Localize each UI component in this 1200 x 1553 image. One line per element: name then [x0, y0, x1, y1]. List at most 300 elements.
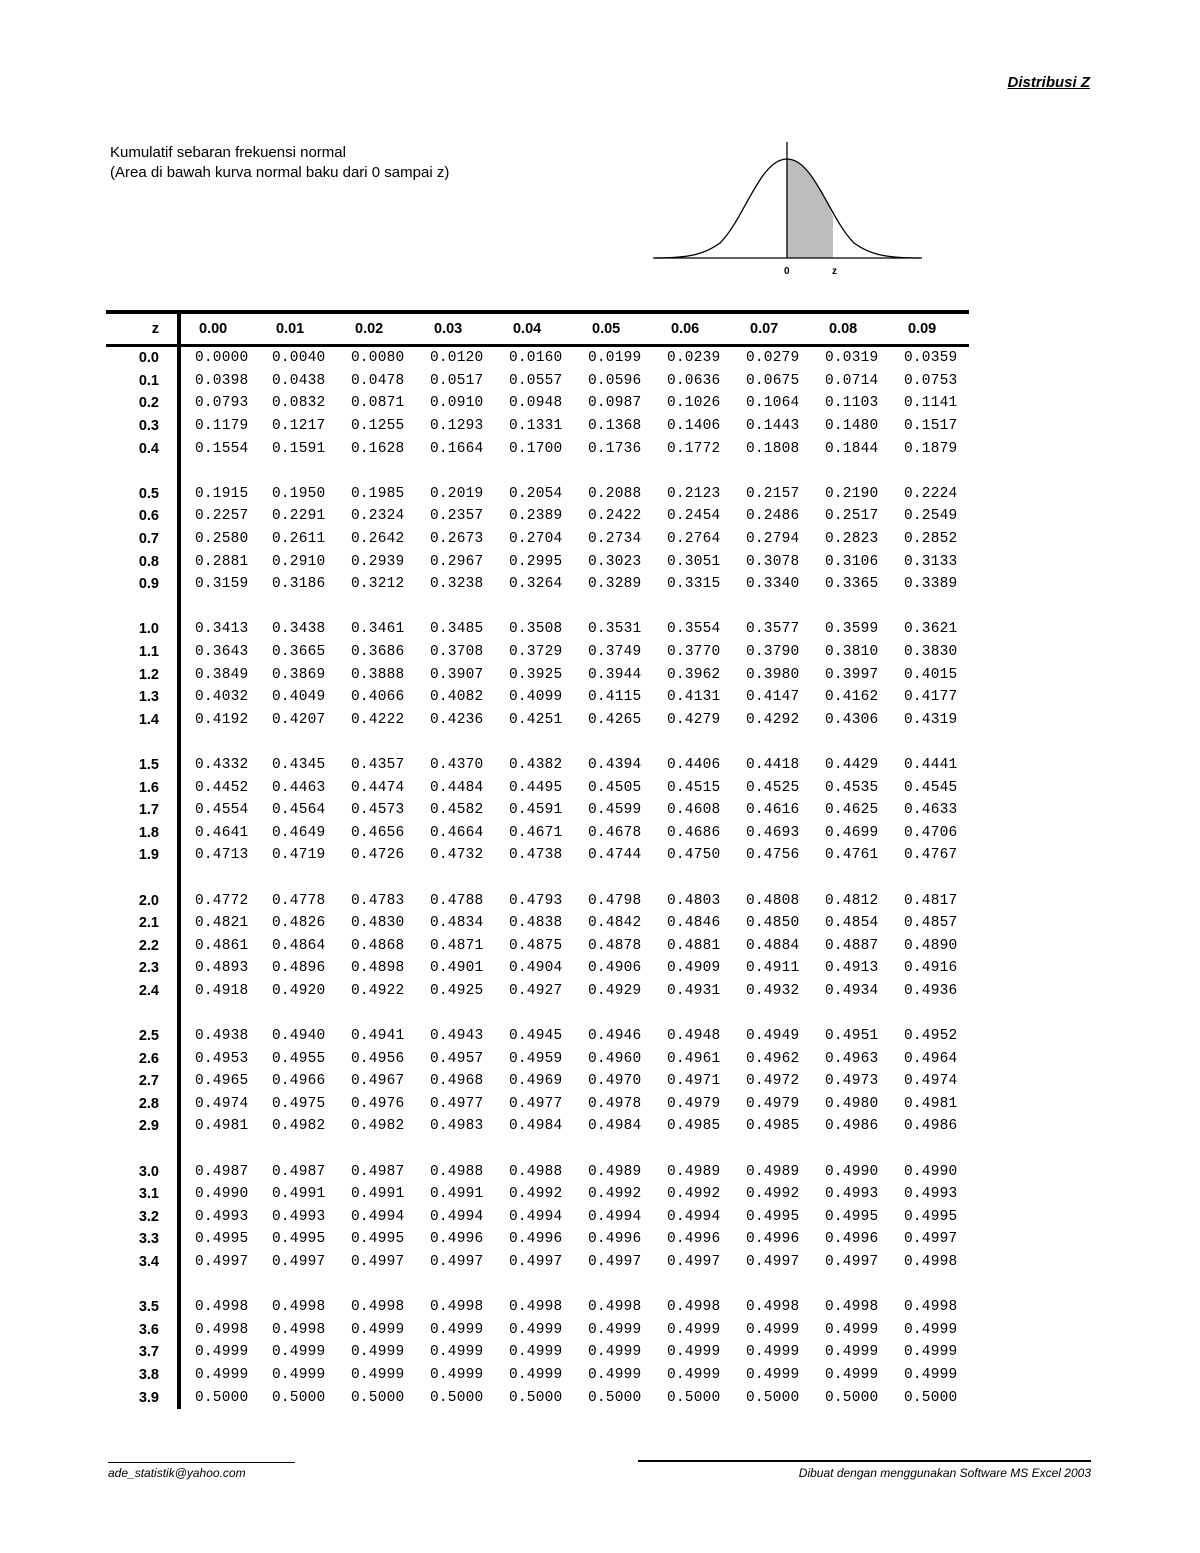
- probability-cell: 0.4998: [746, 1299, 800, 1316]
- probability-cell: 0.4981: [904, 1095, 958, 1112]
- z-value-cell: 3.3: [106, 1228, 179, 1251]
- probability-cell: 0.2019: [430, 485, 484, 502]
- probability-cell: 0.4999: [825, 1367, 879, 1384]
- probability-cell: 0.5000: [272, 1389, 326, 1406]
- probability-cell: 0.2852: [904, 531, 958, 548]
- table-row: [106, 934, 969, 957]
- spacer-cell: [179, 1138, 969, 1161]
- table-row: [106, 437, 969, 460]
- spacer-cell: [106, 596, 179, 619]
- z-value-cell: 1.0: [106, 618, 179, 641]
- probability-cell: 0.0120: [430, 350, 484, 367]
- probability-cell: 0.4591: [509, 802, 563, 819]
- probability-cell: 0.4535: [825, 779, 879, 796]
- probability-cell: 0.3023: [588, 553, 642, 570]
- probability-cell: 0.4957: [430, 1050, 484, 1067]
- probability-cell: 0.4032: [195, 689, 249, 706]
- probability-cell: 0.4949: [746, 1028, 800, 1045]
- z-value-cell: 2.9: [106, 1115, 179, 1138]
- spacer-cell: [179, 460, 969, 483]
- probability-cell: 0.4564: [272, 802, 326, 819]
- probability-cell: 0.4251: [509, 711, 563, 728]
- probability-cell: 0.4959: [509, 1050, 563, 1067]
- probability-cell: 0.3238: [430, 576, 484, 593]
- probability-cell: 0.4992: [746, 1186, 800, 1203]
- probability-cell: 0.4505: [588, 779, 642, 796]
- probability-cell: 0.4997: [351, 1254, 405, 1271]
- probability-cell: 0.4015: [904, 666, 958, 683]
- probability-cell: 0.4996: [509, 1231, 563, 1248]
- probability-cell: 0.4999: [351, 1344, 405, 1361]
- probability-cell: 0.3212: [351, 576, 405, 593]
- probability-cell: 0.0438: [272, 372, 326, 389]
- table-row: [106, 1296, 969, 1319]
- probability-cell: 0.1480: [825, 418, 879, 435]
- probability-cell: 0.5000: [195, 1389, 249, 1406]
- spacer-cell: [179, 596, 969, 619]
- probability-cell: 0.2764: [667, 531, 721, 548]
- probability-cell: 0.3508: [509, 621, 563, 638]
- probability-cell: 0.3106: [825, 553, 879, 570]
- table-row: [106, 709, 969, 732]
- probability-cell: 0.3944: [588, 666, 642, 683]
- table-row: [106, 1386, 969, 1409]
- probability-cell: 0.4382: [509, 756, 563, 773]
- probability-cell: 0.4236: [430, 711, 484, 728]
- probability-cell: 0.4989: [588, 1163, 642, 1180]
- probability-cell: 0.4147: [746, 689, 800, 706]
- probability-cell: 0.4772: [195, 892, 249, 909]
- probability-cell: 0.4798: [588, 892, 642, 909]
- probability-cell: 0.0199: [588, 350, 642, 367]
- probability-cell: 0.4999: [509, 1367, 563, 1384]
- probability-cell: 0.0596: [588, 372, 642, 389]
- probability-cell: 0.3599: [825, 621, 879, 638]
- probability-cell: 0.3810: [825, 644, 879, 661]
- probability-cell: 0.1217: [272, 418, 326, 435]
- probability-cell: 0.4998: [195, 1321, 249, 1338]
- z-column-header: z: [106, 312, 179, 346]
- table-row: [106, 980, 969, 1003]
- probability-cell: 0.4999: [825, 1344, 879, 1361]
- probability-cell: 0.4649: [272, 824, 326, 841]
- probability-cell: 0.4898: [351, 960, 405, 977]
- probability-cell: 0.4599: [588, 802, 642, 819]
- probability-cell: 0.4997: [904, 1231, 958, 1248]
- table-row: [106, 754, 969, 777]
- probability-cell: 0.4956: [351, 1050, 405, 1067]
- probability-cell: 0.4998: [667, 1299, 721, 1316]
- probability-cell: 0.0160: [509, 350, 563, 367]
- probability-cell: 0.4901: [430, 960, 484, 977]
- probability-cell: 0.1664: [430, 440, 484, 457]
- column-header: 0.05: [592, 321, 621, 337]
- table-row: [106, 912, 969, 935]
- table-row: [106, 686, 969, 709]
- probability-cell: 0.4463: [272, 779, 326, 796]
- probability-cell: 0.4641: [195, 824, 249, 841]
- probability-cell: 0.4812: [825, 892, 879, 909]
- probability-cell: 0.4994: [509, 1208, 563, 1225]
- table-row: [106, 821, 969, 844]
- probability-cell: 0.4977: [430, 1095, 484, 1112]
- table-row: [106, 1047, 969, 1070]
- probability-cell: 0.4292: [746, 711, 800, 728]
- z-value-cell: 0.4: [106, 437, 179, 460]
- caption-line-2: (Area di bawah kurva normal baku dari 0 sampai z): [110, 164, 450, 181]
- group-spacer: [106, 460, 969, 483]
- probability-cell: 0.3665: [272, 644, 326, 661]
- probability-cell: 0.4525: [746, 779, 800, 796]
- probability-cell: 0.4951: [825, 1028, 879, 1045]
- probability-cell: 0.4992: [509, 1186, 563, 1203]
- probability-cell: 0.4987: [351, 1163, 405, 1180]
- probability-cell: 0.4999: [904, 1321, 958, 1338]
- probability-cell: 0.3485: [430, 621, 484, 638]
- probability-cell: 0.1950: [272, 485, 326, 502]
- probability-cell: 0.0279: [746, 350, 800, 367]
- probability-cell: 0.4474: [351, 779, 405, 796]
- probability-cell: 0.4992: [667, 1186, 721, 1203]
- probability-cell: 0.1591: [272, 440, 326, 457]
- z-value-cell: 3.0: [106, 1160, 179, 1183]
- spacer-cell: [106, 1002, 179, 1025]
- probability-cell: 0.4965: [195, 1073, 249, 1090]
- probability-cell: 0.4750: [667, 847, 721, 864]
- z-value-cell: 0.8: [106, 550, 179, 573]
- probability-cell: 0.4049: [272, 689, 326, 706]
- probability-cell: 0.4999: [904, 1344, 958, 1361]
- probability-cell: 0.3438: [272, 621, 326, 638]
- probability-cell: 0.4940: [272, 1028, 326, 1045]
- z-value-cell: 1.1: [106, 641, 179, 664]
- probability-cell: 0.4515: [667, 779, 721, 796]
- probability-cell: 0.1844: [825, 440, 879, 457]
- probability-cell: 0.4993: [904, 1186, 958, 1203]
- z-value-cell: 0.0: [106, 346, 179, 370]
- probability-cell: 0.4999: [667, 1321, 721, 1338]
- probability-cell: 0.3365: [825, 576, 879, 593]
- spacer-cell: [106, 867, 179, 890]
- probability-cell: 0.4990: [195, 1186, 249, 1203]
- spacer-cell: [179, 1002, 969, 1025]
- probability-cell: 0.4946: [588, 1028, 642, 1045]
- probability-cell: 0.5000: [588, 1389, 642, 1406]
- probability-cell: 0.4975: [272, 1095, 326, 1112]
- footer-credit: Dibuat dengan menggunakan Software MS Excel 2003: [798, 1466, 1091, 1480]
- probability-cell: 0.4962: [746, 1050, 800, 1067]
- spacer-cell: [179, 1273, 969, 1296]
- probability-cell: 0.4987: [272, 1163, 326, 1180]
- probability-cell: 0.4978: [588, 1095, 642, 1112]
- probability-cell: 0.4616: [746, 802, 800, 819]
- table-row: [106, 1228, 969, 1251]
- probability-cell: 0.4966: [272, 1073, 326, 1090]
- probability-cell: 0.5000: [746, 1389, 800, 1406]
- probability-cell: 0.4998: [195, 1299, 249, 1316]
- probability-cell: 0.4909: [667, 960, 721, 977]
- z-value-cell: 1.6: [106, 776, 179, 799]
- table-row: [106, 505, 969, 528]
- probability-cell: 0.4999: [667, 1344, 721, 1361]
- probability-cell: 0.4686: [667, 824, 721, 841]
- probability-cell: 0.1915: [195, 485, 249, 502]
- probability-cell: 0.3621: [904, 621, 958, 638]
- probability-cell: 0.4826: [272, 915, 326, 932]
- table-row: [106, 799, 969, 822]
- probability-cell: 0.4969: [509, 1073, 563, 1090]
- probability-cell: 0.1985: [351, 485, 405, 502]
- z-value-cell: 3.2: [106, 1206, 179, 1229]
- probability-cell: 0.2611: [272, 531, 326, 548]
- probability-cell: 0.0478: [351, 372, 405, 389]
- probability-cell: 0.1879: [904, 440, 958, 457]
- probability-cell: 0.4554: [195, 802, 249, 819]
- probability-cell: 0.4830: [351, 915, 405, 932]
- column-header: 0.07: [750, 321, 779, 337]
- probability-cell: 0.4976: [351, 1095, 405, 1112]
- probability-cell: 0.2967: [430, 553, 484, 570]
- probability-cell: 0.2517: [825, 508, 879, 525]
- table-row: [106, 1206, 969, 1229]
- probability-cell: 0.4952: [904, 1028, 958, 1045]
- probability-cell: 0.4332: [195, 756, 249, 773]
- probability-cell: 0.2734: [588, 531, 642, 548]
- table-row: [106, 641, 969, 664]
- probability-cell: 0.4778: [272, 892, 326, 909]
- column-header: 0.08: [829, 321, 858, 337]
- probability-cell: 0.4998: [430, 1299, 484, 1316]
- probability-cell: 0.4994: [351, 1208, 405, 1225]
- table-row: [106, 392, 969, 415]
- probability-cell: 0.5000: [904, 1389, 958, 1406]
- z-value-cell: 3.8: [106, 1364, 179, 1387]
- probability-cell: 0.3577: [746, 621, 800, 638]
- probability-cell: 0.4864: [272, 937, 326, 954]
- z-value-cell: 1.9: [106, 844, 179, 867]
- footer-rule-left: [108, 1462, 295, 1463]
- probability-cell: 0.2995: [509, 553, 563, 570]
- probability-cell: 0.4936: [904, 982, 958, 999]
- table-row: [106, 573, 969, 596]
- probability-cell: 0.4793: [509, 892, 563, 909]
- probability-cell: 0.3340: [746, 576, 800, 593]
- probability-cell: 0.3264: [509, 576, 563, 593]
- probability-cell: 0.0557: [509, 372, 563, 389]
- probability-cell: 0.1141: [904, 395, 958, 412]
- probability-cell: 0.4896: [272, 960, 326, 977]
- z-value-cell: 2.0: [106, 889, 179, 912]
- probability-cell: 0.4995: [272, 1231, 326, 1248]
- probability-cell: 0.3413: [195, 621, 249, 638]
- z-value-cell: 3.1: [106, 1183, 179, 1206]
- z-value-cell: 1.7: [106, 799, 179, 822]
- probability-cell: 0.4960: [588, 1050, 642, 1067]
- probability-cell: 0.4982: [351, 1118, 405, 1135]
- table-row: [106, 1251, 969, 1274]
- probability-cell: 0.4625: [825, 802, 879, 819]
- probability-cell: 0.4756: [746, 847, 800, 864]
- probability-cell: 0.2549: [904, 508, 958, 525]
- probability-cell: 0.4998: [825, 1299, 879, 1316]
- probability-cell: 0.4989: [746, 1163, 800, 1180]
- probability-cell: 0.4972: [746, 1073, 800, 1090]
- group-spacer: [106, 867, 969, 890]
- probability-cell: 0.4693: [746, 824, 800, 841]
- probability-cell: 0.2794: [746, 531, 800, 548]
- probability-cell: 0.4992: [588, 1186, 642, 1203]
- probability-cell: 0.4988: [430, 1163, 484, 1180]
- table-row: [106, 1025, 969, 1048]
- probability-cell: 0.4999: [746, 1367, 800, 1384]
- probability-cell: 0.4961: [667, 1050, 721, 1067]
- column-header: 0.06: [671, 321, 700, 337]
- probability-cell: 0.0319: [825, 350, 879, 367]
- probability-cell: 0.3708: [430, 644, 484, 661]
- probability-cell: 0.4996: [825, 1231, 879, 1248]
- probability-cell: 0.4893: [195, 960, 249, 977]
- probability-cell: 0.4916: [904, 960, 958, 977]
- probability-cell: 0.0793: [195, 395, 249, 412]
- probability-cell: 0.4878: [588, 937, 642, 954]
- z-value-cell: 1.4: [106, 709, 179, 732]
- table-row: [106, 370, 969, 393]
- probability-cell: 0.4871: [430, 937, 484, 954]
- probability-cell: 0.4999: [588, 1344, 642, 1361]
- table-caption: [110, 143, 449, 183]
- probability-cell: 0.2389: [509, 508, 563, 525]
- group-spacer: [106, 1002, 969, 1025]
- probability-cell: 0.3749: [588, 644, 642, 661]
- probability-cell: 0.4573: [351, 802, 405, 819]
- probability-cell: 0.5000: [825, 1389, 879, 1406]
- probability-cell: 0.4906: [588, 960, 642, 977]
- z-value-cell: 0.9: [106, 573, 179, 596]
- probability-cell: 0.1808: [746, 440, 800, 457]
- probability-cell: 0.4963: [825, 1050, 879, 1067]
- probability-cell: 0.4997: [195, 1254, 249, 1271]
- probability-cell: 0.4608: [667, 802, 721, 819]
- probability-cell: 0.4099: [509, 689, 563, 706]
- probability-cell: 0.4984: [588, 1118, 642, 1135]
- caption-line-1: Kumulatif sebaran frekuensi normal: [110, 144, 346, 161]
- probability-cell: 0.2673: [430, 531, 484, 548]
- probability-cell: 0.4808: [746, 892, 800, 909]
- probability-cell: 0.4345: [272, 756, 326, 773]
- z-value-cell: 3.5: [106, 1296, 179, 1319]
- probability-cell: 0.4991: [272, 1186, 326, 1203]
- probability-cell: 0.4582: [430, 802, 484, 819]
- probability-cell: 0.4997: [272, 1254, 326, 1271]
- probability-cell: 0.4783: [351, 892, 405, 909]
- probability-cell: 0.2939: [351, 553, 405, 570]
- z-distribution-table: [106, 310, 969, 1409]
- probability-cell: 0.2454: [667, 508, 721, 525]
- probability-cell: 0.4964: [904, 1050, 958, 1067]
- probability-cell: 0.4066: [351, 689, 405, 706]
- probability-cell: 0.4973: [825, 1073, 879, 1090]
- probability-cell: 0.2088: [588, 485, 642, 502]
- probability-cell: 0.4922: [351, 982, 405, 999]
- probability-cell: 0.4979: [746, 1095, 800, 1112]
- probability-cell: 0.4706: [904, 824, 958, 841]
- probability-cell: 0.1700: [509, 440, 563, 457]
- probability-cell: 0.4495: [509, 779, 563, 796]
- z-value-cell: 0.2: [106, 392, 179, 415]
- table-row: [106, 528, 969, 551]
- probability-cell: 0.4927: [509, 982, 563, 999]
- probability-cell: 0.4726: [351, 847, 405, 864]
- z-value-cell: 2.3: [106, 957, 179, 980]
- probability-cell: 0.4941: [351, 1028, 405, 1045]
- footer-rule-right: [638, 1460, 1091, 1462]
- probability-cell: 0.4990: [825, 1163, 879, 1180]
- probability-cell: 0.3461: [351, 621, 405, 638]
- probability-cell: 0.0636: [667, 372, 721, 389]
- probability-cell: 0.1628: [351, 440, 405, 457]
- probability-cell: 0.4974: [904, 1073, 958, 1090]
- probability-cell: 0.4999: [430, 1344, 484, 1361]
- table-row: [106, 1341, 969, 1364]
- probability-cell: 0.4913: [825, 960, 879, 977]
- probability-cell: 0.4967: [351, 1073, 405, 1090]
- probability-cell: 0.4988: [509, 1163, 563, 1180]
- probability-cell: 0.4821: [195, 915, 249, 932]
- probability-cell: 0.4842: [588, 915, 642, 932]
- probability-cell: 0.2257: [195, 508, 249, 525]
- probability-cell: 0.4884: [746, 937, 800, 954]
- probability-cell: 0.3980: [746, 666, 800, 683]
- probability-cell: 0.4854: [825, 915, 879, 932]
- probability-cell: 0.4713: [195, 847, 249, 864]
- probability-cell: 0.4744: [588, 847, 642, 864]
- probability-cell: 0.4767: [904, 847, 958, 864]
- z-value-cell: 2.1: [106, 912, 179, 935]
- spacer-cell: [106, 1273, 179, 1296]
- probability-cell: 0.4929: [588, 982, 642, 999]
- probability-cell: 0.4996: [430, 1231, 484, 1248]
- probability-cell: 0.2157: [746, 485, 800, 502]
- probability-cell: 0.4982: [272, 1118, 326, 1135]
- probability-cell: 0.1026: [667, 395, 721, 412]
- probability-cell: 0.4995: [904, 1208, 958, 1225]
- probability-cell: 0.4968: [430, 1073, 484, 1090]
- probability-cell: 0.3770: [667, 644, 721, 661]
- probability-cell: 0.4997: [746, 1254, 800, 1271]
- probability-cell: 0.2422: [588, 508, 642, 525]
- z-value-cell: 2.4: [106, 980, 179, 1003]
- z-value-cell: 0.7: [106, 528, 179, 551]
- probability-cell: 0.4192: [195, 711, 249, 728]
- probability-cell: 0.1103: [825, 395, 879, 412]
- probability-cell: 0.1772: [667, 440, 721, 457]
- column-header: 0.04: [513, 321, 542, 337]
- probability-cell: 0.4719: [272, 847, 326, 864]
- probability-cell: 0.2642: [351, 531, 405, 548]
- probability-cell: 0.4996: [746, 1231, 800, 1248]
- normal-curve-diagram: [650, 138, 925, 283]
- probability-cell: 0.4222: [351, 711, 405, 728]
- probability-cell: 0.2291: [272, 508, 326, 525]
- probability-cell: 0.5000: [430, 1389, 484, 1406]
- probability-cell: 0.4131: [667, 689, 721, 706]
- probability-cell: 0.4997: [430, 1254, 484, 1271]
- probability-cell: 0.4998: [904, 1299, 958, 1316]
- probability-cell: 0.4995: [351, 1231, 405, 1248]
- spacer-cell: [106, 731, 179, 754]
- probability-cell: 0.4817: [904, 892, 958, 909]
- probability-cell: 0.4918: [195, 982, 249, 999]
